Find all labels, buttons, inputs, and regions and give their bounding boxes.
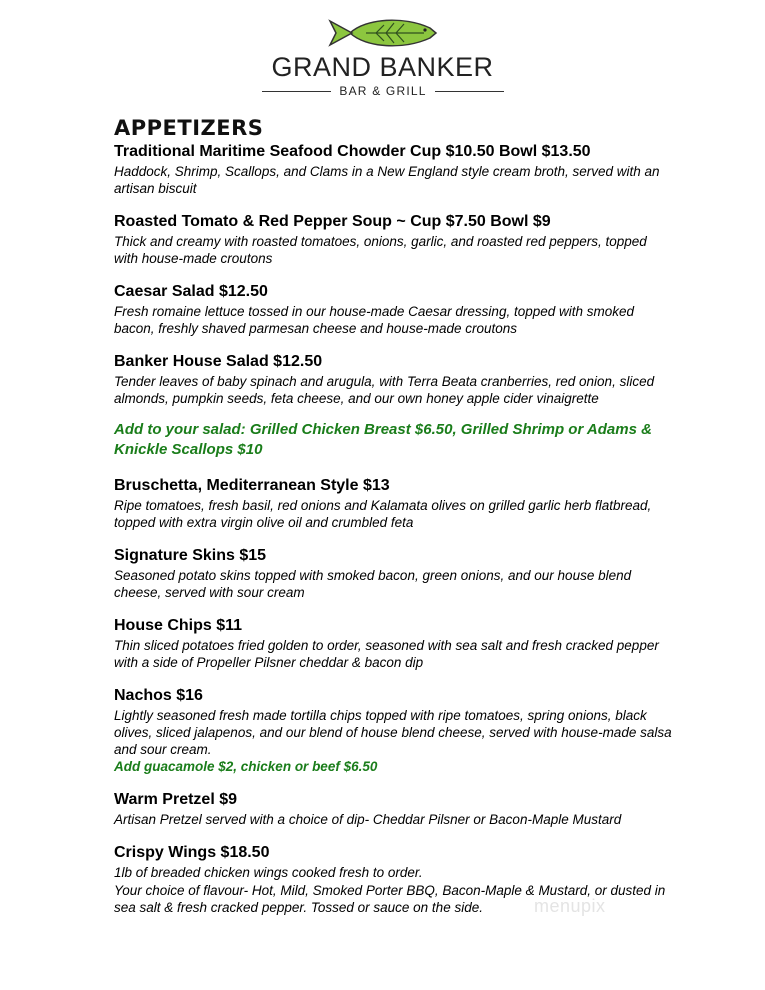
item-description: Thin sliced potatoes fried golden to order, seasoned with sea salt and fresh cracked pepper with a side of Propeller Pilsner cheddar & bacon dip	[114, 638, 659, 670]
menu-header	[0, 0, 765, 110]
menu-item-warm-pretzel	[114, 790, 674, 828]
menu-item-caesar-salad	[114, 282, 674, 337]
item-description: Tender leaves of baby spinach and arugula, with Terra Beata cranberries, red onion, sliced almonds, pumpkin seeds, feta cheese, and our own honey apple cider vinaigrette	[114, 374, 655, 406]
menu-item-house-chips	[114, 616, 674, 671]
item-description: Seasoned potato skins topped with smoked bacon, green onions, and our house blend cheese, served with sour cream	[114, 568, 632, 600]
brand-subtitle-row	[262, 83, 504, 99]
item-title: Banker House Salad $12.50	[114, 353, 323, 370]
fish-logo-icon	[326, 16, 440, 50]
item-description: Ripe tomatoes, fresh basil, red onions and Kalamata olives on grilled garlic herb flatbread, topped with extra virgin olive oil and crumbled feta	[114, 498, 652, 530]
item-description: 1lb of breaded chicken wings cooked fresh to order.	[114, 865, 423, 880]
menu-item-nachos	[114, 686, 674, 775]
divider-right	[435, 91, 504, 92]
item-description: Artisan Pretzel served with a choice of dip- Cheddar Pilsner or Bacon-Maple Mustard	[114, 812, 622, 827]
watermark: menupix	[534, 896, 606, 916]
brand-name: GRAND BANKER	[271, 52, 494, 82]
brand-subtitle: BAR & GRILL	[339, 84, 427, 98]
item-description: Thick and creamy with roasted tomatoes, onions, garlic, and roasted red peppers, topped with house-made croutons	[114, 234, 647, 266]
item-title: Nachos $16	[114, 687, 203, 704]
item-title: Caesar Salad $12.50	[114, 283, 268, 300]
salad-addon-note: Add to your salad: Grilled Chicken Breast $6.50, Grilled Shrimp or Adams & Knickle Scallops $10	[114, 421, 652, 458]
item-title: House Chips $11	[114, 617, 243, 634]
menu-item-chowder	[114, 142, 674, 197]
item-title: Crispy Wings $18.50	[114, 844, 270, 861]
item-title: Traditional Maritime Seafood Chowder Cup $10.50 Bowl $13.50	[114, 143, 591, 160]
item-title: Signature Skins $15	[114, 547, 267, 564]
item-title: Bruschetta, Mediterranean Style $13	[114, 477, 390, 494]
menu-item-bruschetta	[114, 476, 674, 531]
menu-item-soup	[114, 212, 674, 267]
menu-item-house-salad	[114, 352, 674, 407]
item-description-extra: Your choice of flavour- Hot, Mild, Smoked Porter BBQ, Bacon-Maple & Mustard, or dusted in sea salt & fresh cracked pepper. Tossed or sauce on the side.	[114, 883, 666, 915]
item-description: Fresh romaine lettuce tossed in our house-made Caesar dressing, topped with smoked bacon, freshly shaved parmesan cheese and house-made croutons	[114, 304, 635, 336]
divider-left	[262, 91, 331, 92]
item-addon-note: Add guacamole $2, chicken or beef $6.50	[114, 759, 378, 774]
section-title: APPETIZERS	[114, 116, 264, 140]
item-description: Haddock, Shrimp, Scallops, and Clams in a New England style cream broth, served with an artisan biscuit	[114, 164, 660, 196]
menu-list	[114, 142, 674, 931]
menu-item-signature-skins	[114, 546, 674, 601]
item-title: Warm Pretzel $9	[114, 791, 238, 808]
item-title: Roasted Tomato & Red Pepper Soup ~ Cup $7.50 Bowl $9	[114, 213, 551, 230]
item-description: Lightly seasoned fresh made tortilla chips topped with ripe tomatoes, spring onions, black olives, sliced jalapenos, and our blend of house blend cheese, served with house-made salsa and sour cream.	[114, 708, 672, 757]
